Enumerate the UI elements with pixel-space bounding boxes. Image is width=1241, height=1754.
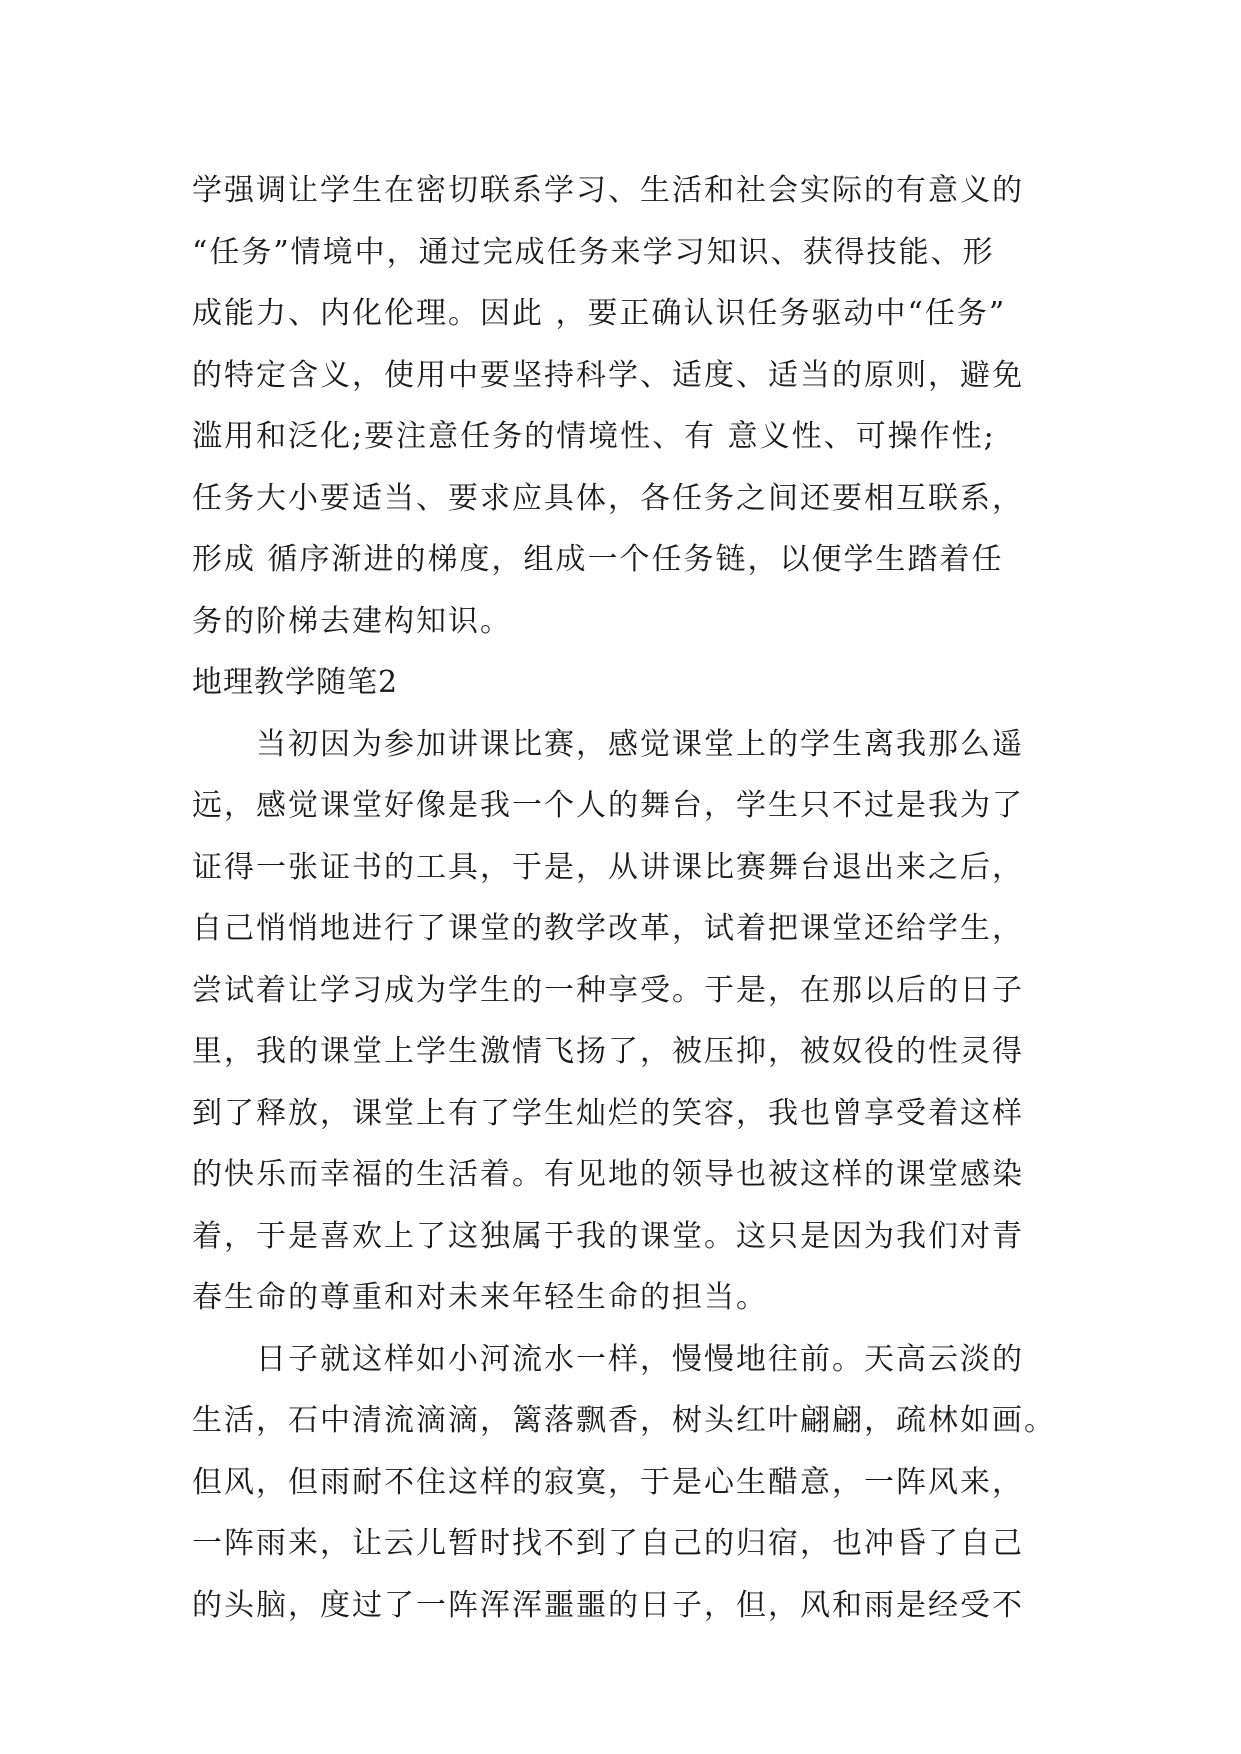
- text-line: 但风，但雨耐不住这样的寂寞，于是心生醋意，一阵风来，: [192, 1464, 1024, 1500]
- text-line: 远，感觉课堂好像是我一个人的舞台，学生只不过是我为了: [192, 788, 1024, 823]
- text-line: 一阵雨来，让云儿暂时找不到了自己的归宿，也冲昏了自己: [192, 1526, 1024, 1561]
- text-line: 的头脑，度过了一阵浑浑噩噩的日子，但，风和雨是经受不: [192, 1587, 1024, 1623]
- paragraph-1: [192, 160, 1052, 652]
- text-line: 务的阶梯去建构知识。: [192, 603, 512, 639]
- text-line: 到了释放，课堂上有了学生灿烂的笑容，我也曾享受着这样: [192, 1095, 1024, 1131]
- text-line: 形成 循序渐进的梯度，组成一个任务链，以便学生踏着任: [192, 542, 1004, 577]
- text-line: 生活，石中清流滴滴，篱落飘香，树头红叶翩翩，疏林如画。: [192, 1403, 1056, 1438]
- text-line: 尝试着让学习成为学生的一种享受。于是，在那以后的日子: [192, 972, 1024, 1008]
- text-line: 任务大小要适当、要求应具体，各任务之间还要相互联系，: [192, 480, 1024, 516]
- text-line: 日子就这样如小河流水一样，慢慢地往前。天高云淡的: [256, 1341, 1024, 1377]
- text-line: 当初因为参加讲课比赛，感觉课堂上的学生离我那么遥: [256, 726, 1024, 762]
- paragraph-2: [192, 714, 1052, 1329]
- text-line: 的快乐而幸福的生活着。有见地的领导也被这样的课堂感染: [192, 1157, 1024, 1192]
- text-line: 春生命的尊重和对未来年轻生命的担当。: [192, 1280, 768, 1315]
- paragraph-3: [192, 1329, 1056, 1637]
- text-line: 着，于是喜欢上了这独属于我的课堂。这只是因为我们对青: [192, 1218, 1024, 1254]
- text-line: 滥用和泛化;要注意任务的情境性、有 意义性、可操作性;: [192, 419, 996, 454]
- text-line: 里，我的课堂上学生激情飞扬了，被压抑，被奴役的性灵得: [192, 1034, 1024, 1069]
- text-line: 学强调让学生在密切联系学习、生活和社会实际的有意义的: [192, 173, 1024, 208]
- text-line: 的特定含义，使用中要坚持科学、适度、适当的原则，避免: [192, 357, 1024, 393]
- text-line: 自己悄悄地进行了课堂的教学改革，试着把课堂还给学生，: [192, 911, 1024, 946]
- text-line: 证得一张证书的工具，于是，从讲课比赛舞台退出来之后，: [192, 849, 1024, 885]
- text-line: “任务”情境中，通过完成任务来学习知识、获得技能、形: [192, 234, 995, 270]
- section-heading: 地理教学随笔2: [192, 665, 399, 700]
- document-body: [192, 160, 1056, 1636]
- text-line: 成能力、内化伦理。因此 ，要正确认识任务驱动中“任务”: [192, 296, 1007, 331]
